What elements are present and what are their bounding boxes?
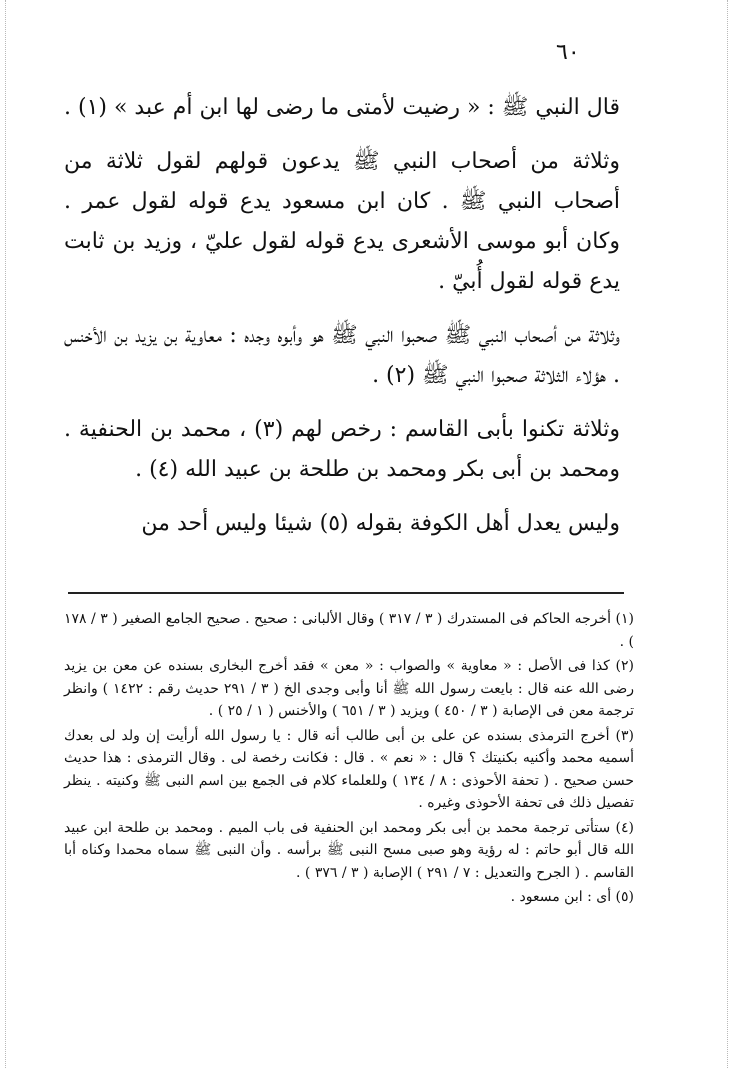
footnote-divider — [68, 592, 624, 594]
footnote-3: (٣) أخرج الترمذى بسنده عن على بن أبى طالب أنه قال : يا رسول الله أرأيت إن ولد لى بعدك أسميه محمد وأكنيه بكنيتك ؟ قال : « نعم » . قال : فكانت رخصة لى . وقال الترمذى : هذا حديث حسن صحيح . ( تحفة الأحوذى : ٨ / ١٣٤ ) وللعلماء كلام فى الجمع بين اسم النبى ﷺ وكنيته . ينظر تفصيل ذلك فى تحفة الأحوذى وغيره . — [64, 727, 634, 811]
page-edge-left — [5, 0, 6, 1068]
footnote-4: (٤) ستأتى ترجمة محمد بن أبى بكر ومحمد ابن الحنفية فى باب الميم . ومحمد بن طلحة ابن عبيد الله قال أبو حاتم : له رؤية وهو صبى مسح النبى ﷺ برأسه . وأن النبى ﷺ سماه محمدا وكناه أبا القاسم . ( الجرح والتعديل : ٧ / ٢٩١ ) الإصابة ( ٣ / ٣٧٦ ) . — [64, 819, 634, 881]
paragraph-1: قال النبي ﷺ : « رضيت لأمتى ما رضى لها ابن أم عبد » (١) . — [64, 95, 620, 120]
main-text — [64, 88, 620, 558]
paragraph-3: وثلاثة من أصحاب النبي ﷺ صحبوا النبي ﷺ هو وأبوه وجده : معاوية بن يزيد بن الأخنس . هؤلاء الثلاثة صحبوا النبي ﷺ (٢) . — [64, 323, 620, 388]
page-number: ٦٠ — [556, 40, 580, 65]
page-edge-right — [727, 0, 728, 1068]
footnote-5: (٥) أى : ابن مسعود . — [510, 889, 634, 905]
paragraph-5: وليس يعدل أهل الكوفة بقوله (٥) شيئا وليس أحد من — [141, 511, 620, 536]
footnotes — [64, 608, 634, 911]
footnote-2: (٢) كذا فى الأصل : « معاوية » والصواب : « معن » فقد أخرج البخارى بسنده عن معن بن يزيد رضى الله عنه قال : بايعت رسول الله ﷺ أنا وأبى وجدى الخ ( ٣ / ٢٩١ حديث رقم : ١٤٢٢ ) وانظر ترجمة معن فى الإصابة ( ٣ / ٤٥٠ ) ويزيد ( ٣ / ٦٥١ ) والأخنس ( ١ / ٢٥ ) . — [64, 658, 634, 719]
paragraph-2: وثلاثة من أصحاب النبي ﷺ يدعون قولهم لقول ثلاثة من أصحاب النبي ﷺ . كان ابن مسعود يدع قوله لقول عمر . وكان أبو موسى الأشعرى يدع قوله لقول عليّ ، وزيد بن ثابت يدع قوله لقول أُبيّ . — [64, 149, 620, 294]
paragraph-4: وثلاثة تكنوا بأبى القاسم : رخص لهم (٣) ، محمد بن الحنفية . ومحمد بن أبى بكر ومحمد بن طلحة بن عبيد الله (٤) . — [64, 417, 620, 482]
footnote-1: (١) أخرجه الحاكم فى المستدرك ( ٣ / ٣١٧ ) وقال الألبانى : صحيح . صحيح الجامع الصغير ( ٣ / ١٧٨ ) . — [64, 611, 634, 650]
